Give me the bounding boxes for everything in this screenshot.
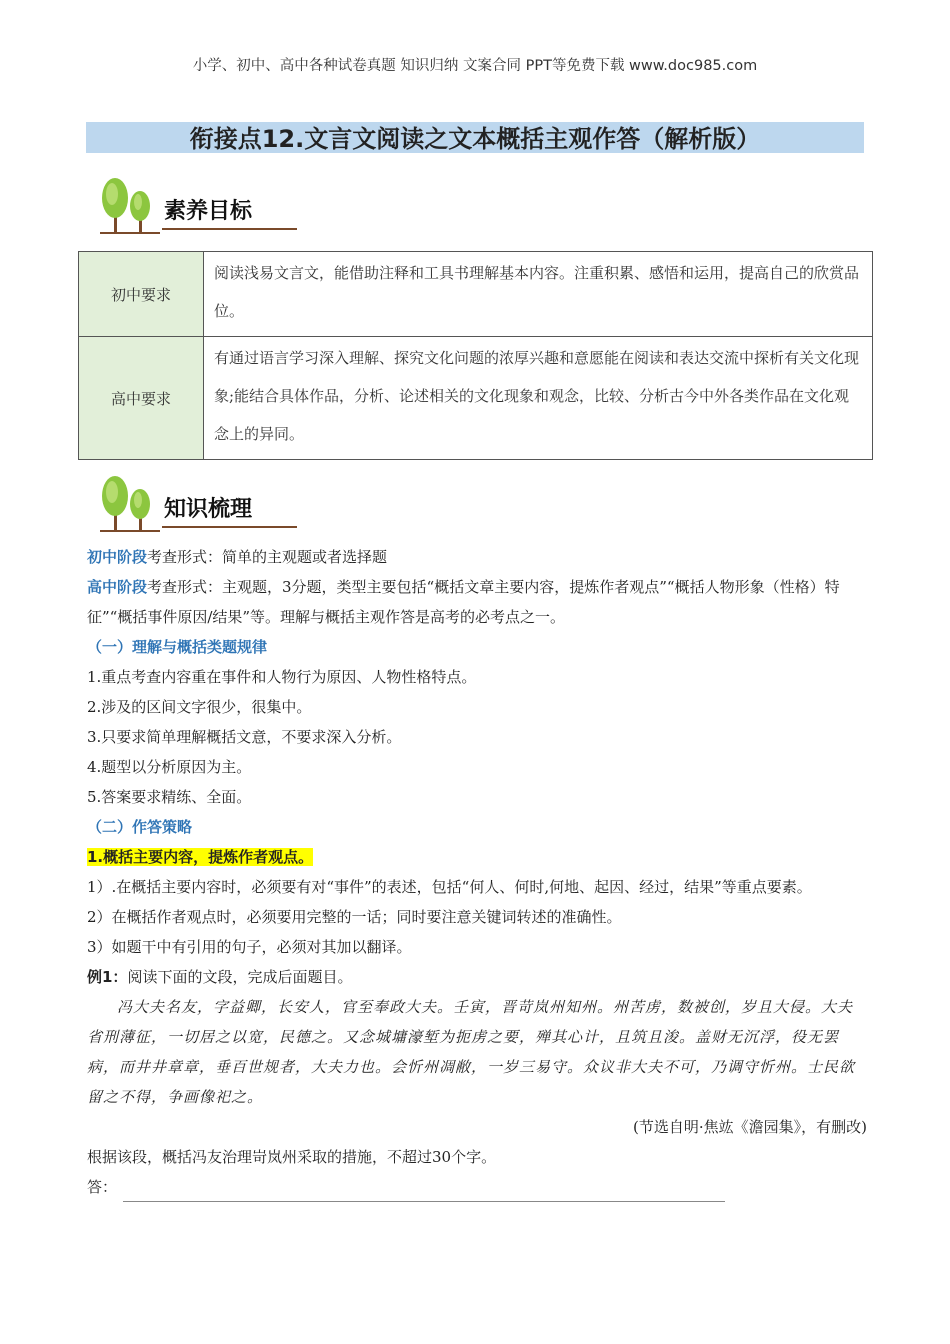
junior-stage-line — [87, 542, 867, 572]
page-title: 衔接点12.文言文阅读之文本概括主观作答（解析版） — [189, 125, 761, 153]
answer-line — [87, 1172, 867, 1202]
list-item: 1）.在概括主要内容时，必须要有对“事件”的表述，包括“何人、何时,何地、起因、经过，结果”等重点要素。 — [87, 878, 812, 896]
list-item: 3）如题干中有引用的句子，必须对其加以翻译。 — [87, 938, 412, 956]
site-header-line: 小学、初中、高中各种试卷真题 知识归纳 文案合同 PPT等免费下载 www.doc985.com — [192, 58, 758, 74]
senior-stage-line — [87, 572, 867, 632]
section-label: 知识梳理 — [164, 497, 253, 522]
list-item: 2.涉及的区间文字很少，很集中。 — [87, 698, 312, 716]
section-underline — [162, 228, 297, 230]
list-item: 2）在概括作者观点时，必须要用完整的一话；同时要注意关键词转述的准确性。 — [87, 908, 622, 926]
requirement-value: 有通过语言学习深入理解、探究文化问题的浓厚兴趣和意愿能在阅读和表达交流中探析有关文化现象;能结合具体作品，分析、论述相关的文化现象和观念，比较、分析古今中外各类作品在文化观念上的异同。 — [204, 337, 873, 460]
tree-icon — [92, 176, 162, 238]
knowledge-body — [87, 542, 867, 1202]
list-item: 5.答案要求精练、全面。 — [87, 788, 252, 806]
part2-heading: （二）作答策略 — [87, 818, 193, 836]
section-label: 素养目标 — [164, 199, 253, 224]
section-underline — [162, 526, 297, 528]
table-row — [79, 337, 873, 460]
example-instruction: 阅读下面的文段，完成后面题目。 — [127, 968, 353, 986]
part1-heading: （一）理解与概括类题规律 — [87, 638, 268, 656]
requirement-key: 高中要求 — [79, 337, 204, 460]
table-row — [79, 252, 873, 337]
example-question: 根据该段，概括冯友治理岢岚州采取的措施，不超过30个字。 — [87, 1148, 497, 1166]
answer-blank[interactable] — [123, 1183, 725, 1202]
classical-passage: 冯大夫名友，字益卿，长安人，官至奉政大夫。壬寅，晋苛岚州知州。州苦虏，数被创，岁且大侵。大夫省刑薄征，一切居之以宽，民德之。又念城墉濠堑为扼虏之要，殚其心计，且筑且浚。盖财无沉浮，役无罢病，而井井章章，垂百世规者，大夫力也。会忻州凋敝，一岁三易守。众议非大夫不可，乃调守忻州。士民欲留之不得，争画像祀之。 — [87, 998, 856, 1106]
senior-stage-label: 高中阶段 — [87, 578, 148, 596]
section-header-knowledge — [92, 474, 312, 544]
junior-stage-label: 初中阶段 — [87, 548, 148, 566]
requirement-value: 阅读浅易文言文，能借助注释和工具书理解基本内容。注重积累、感悟和运用，提高自己的欣赏品位。 — [204, 252, 873, 337]
requirement-key: 初中要求 — [79, 252, 204, 337]
list-item: 4.题型以分析原因为主。 — [87, 758, 252, 776]
tree-icon — [92, 474, 162, 536]
example-line — [87, 962, 867, 992]
list-item: 3.只要求简单理解概括文意，不要求深入分析。 — [87, 728, 402, 746]
requirements-table — [78, 251, 873, 460]
list-item: 1.重点考查内容重在事件和人物行为原因、人物性格特点。 — [87, 668, 477, 686]
strategy-highlight: 1.概括主要内容，提炼作者观点。 — [87, 848, 314, 866]
senior-stage-text: 考查形式：主观题，3分题，类型主要包括“概括文章主要内容，提炼作者观点”“概括人物形象（性格）特征”“概括事件原因/结果”等。理解与概括主观作答是高考的必考点之一。 — [87, 578, 840, 626]
section-header-literacy-goals — [92, 176, 312, 246]
answer-label: 答： — [87, 1178, 118, 1196]
passage-source: (节选自明·焦竑《澹园集》，有删改) — [633, 1118, 867, 1136]
example-label: 例1： — [87, 968, 128, 986]
junior-stage-text: 考查形式：简单的主观题或者选择题 — [147, 548, 388, 566]
